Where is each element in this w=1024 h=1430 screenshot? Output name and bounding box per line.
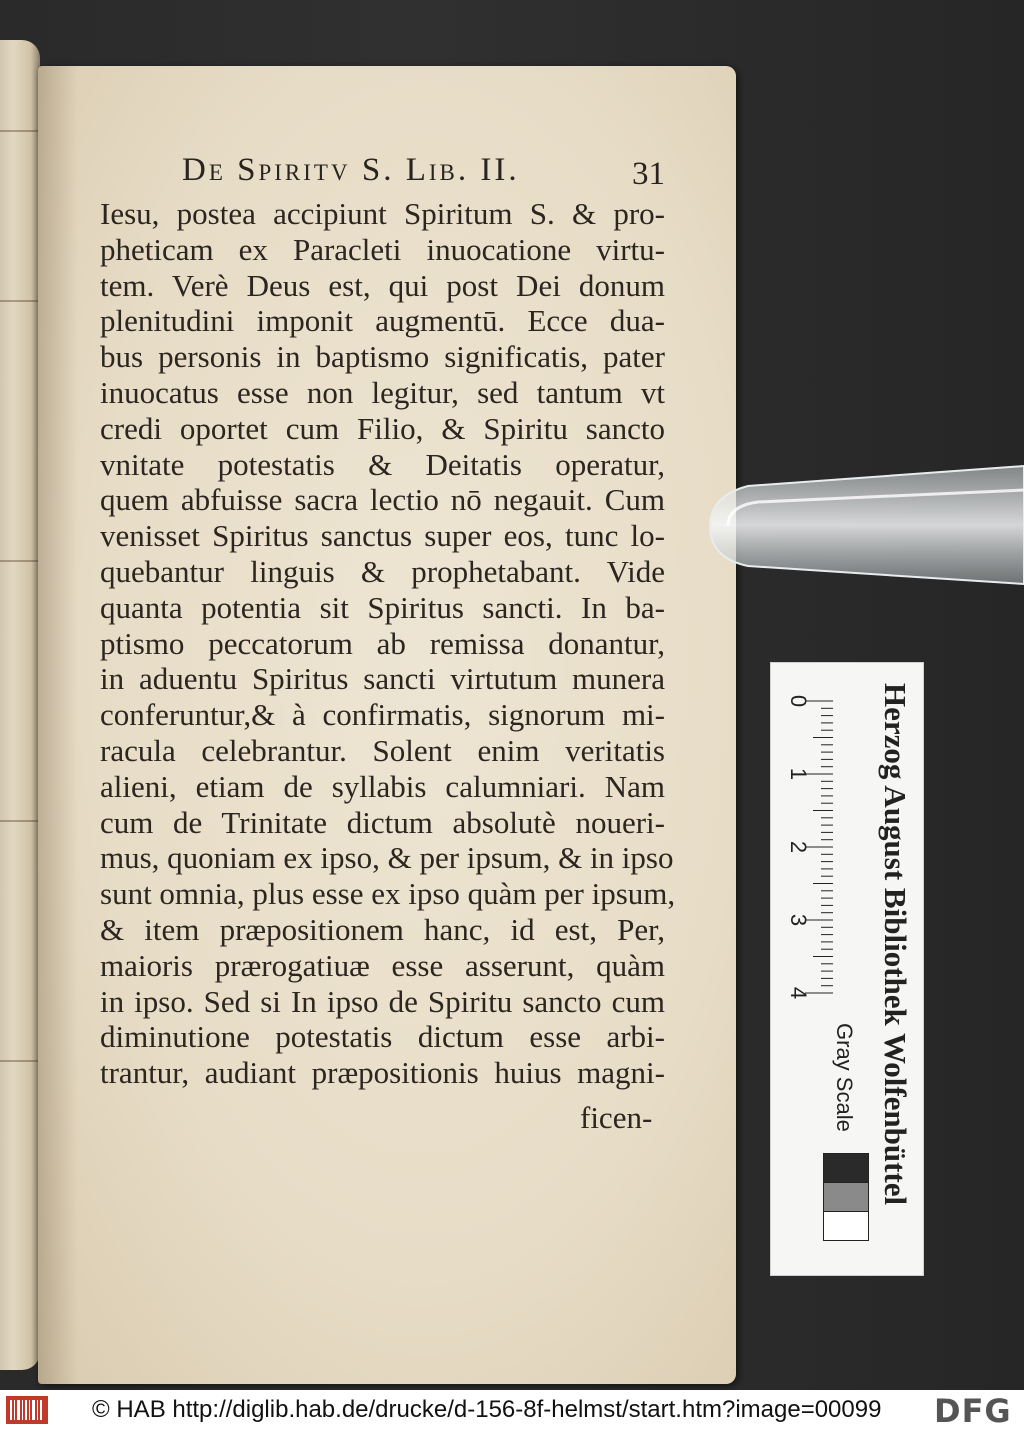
footer-bar bbox=[0, 1390, 1024, 1430]
text-line: vnitate potestatis & Deitatis operatur, bbox=[100, 446, 665, 482]
ruler-number: 1 bbox=[786, 767, 811, 781]
text-line: maioris prærogatiuæ esse asserunt, quàm bbox=[100, 947, 665, 983]
gray-swatch-light bbox=[823, 1211, 869, 1241]
text-line: plenitudini imponit augmentū. Ecce dua- bbox=[100, 303, 665, 339]
ruler-number: 2 bbox=[786, 840, 811, 854]
text-line: racula celebrantur. Solent enim veritatis bbox=[100, 732, 665, 768]
text-line: trantur, audiant præpositionis huius magni- bbox=[100, 1055, 665, 1091]
text-line: quanta potentia sit Spiritus sancti. In ba- bbox=[100, 589, 665, 625]
ruler-number: 3 bbox=[786, 913, 811, 927]
text-line: quebantur linguis & prophetabant. Vide bbox=[100, 553, 665, 589]
body-text bbox=[100, 196, 676, 1091]
ruler-institution-label: Herzog August Bibliothek Wolfenbüttel bbox=[878, 683, 913, 1206]
text-line: cum de Trinitate dictum absolutè noueri- bbox=[100, 804, 665, 840]
text-line: inuocatus esse non legitur, sed tantum vt bbox=[100, 374, 665, 410]
color-scale-ruler bbox=[770, 662, 924, 1276]
page-number: 31 bbox=[632, 156, 665, 192]
text-line: credi oportet cum Filio, & Spiritu sancto bbox=[100, 410, 665, 446]
text-line: mus, quoniam ex ipso, & per ipsum, & in ipso bbox=[100, 840, 674, 876]
text-line: conferuntur,& à confirmatis, signorum mi- bbox=[100, 697, 665, 733]
facing-page-edge bbox=[0, 40, 40, 1370]
gray-scale-label: Gray Scale bbox=[832, 1023, 857, 1132]
text-line: & item præpositionem hanc, id est, Per, bbox=[100, 911, 665, 947]
text-line: bus personis in baptismo significatis, pater bbox=[100, 339, 665, 375]
text-line: quem abfuisse sacra lectio nō negauit. Cum bbox=[100, 482, 665, 518]
text-line: Iesu, postea accipiunt Spiritum S. & pro- bbox=[100, 196, 665, 231]
gray-swatch-mid bbox=[823, 1182, 869, 1212]
copyright-url: © HAB http://diglib.hab.de/drucke/d-156-8f-helmst/start.htm?image=00099 bbox=[92, 1396, 882, 1423]
catchword: ficen- bbox=[580, 1100, 653, 1135]
text-line: diminutione potestatis dictum esse arbi- bbox=[100, 1019, 665, 1055]
ruler-number: 0 bbox=[786, 694, 811, 708]
text-line: sunt omnia, plus esse ex ipso quàm per ipsum, bbox=[100, 876, 676, 912]
hab-barcode-logo bbox=[6, 1396, 48, 1424]
text-line: in aduentu Spiritus sancti virtutum munera bbox=[100, 661, 665, 697]
text-line: alieni, etiam de syllabis calumniari. Nam bbox=[100, 768, 665, 804]
text-line: tem. Verè Deus est, qui post Dei donum bbox=[100, 267, 665, 303]
text-line: venisset Spiritus sanctus super eos, tunc lo- bbox=[100, 518, 665, 554]
ruler-number: 4 bbox=[786, 986, 811, 1000]
dfg-logo: DFG bbox=[934, 1392, 1012, 1430]
gray-swatch-dark bbox=[823, 1153, 869, 1183]
text-line: in ipso. Sed si In ipso de Spiritu sancto cum bbox=[100, 983, 665, 1019]
plastic-page-clip bbox=[688, 456, 1024, 596]
text-line: ptismo peccatorum ab remissa donantur, bbox=[100, 625, 665, 661]
running-head: De Spiritv S. Lib. II. bbox=[182, 152, 520, 188]
text-line: pheticam ex Paracleti inuocatione virtu- bbox=[100, 231, 665, 267]
